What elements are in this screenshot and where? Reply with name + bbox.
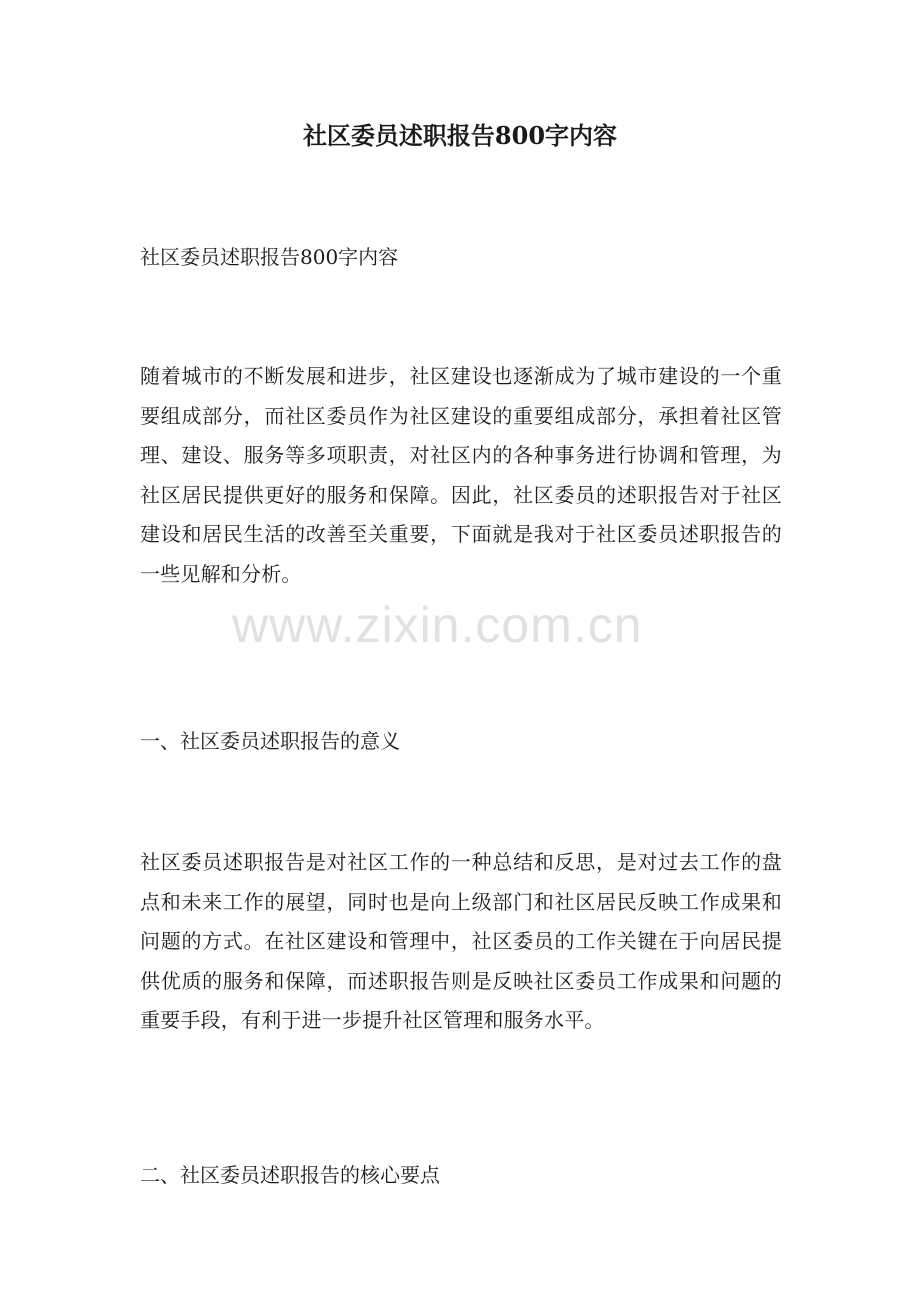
watermark: www.zixin.com.cn — [232, 597, 643, 653]
document-title: 社区委员述职报告800字内容 — [302, 121, 618, 150]
section-heading-significance: 一、社区委员述职报告的意义 — [140, 729, 400, 753]
significance-paragraph: 社区委员述职报告是对社区工作的一种总结和反思，是对过去工作的盘点和未来工作的展望，同时也是向上级部门和社区居民反映工作成果和问题的方式。在社区建设和管理中，社区委员的工作关键在于向居民提供优质的服务和保障，而述职报告则是反映社区委员工作成果和问题的重要手段，有利于进一步提升社区管理和服务水平。 — [140, 850, 782, 1032]
document-subtitle: 社区委员述职报告800字内容 — [140, 245, 399, 269]
intro-paragraph: 随着城市的不断发展和进步，社区建设也逐渐成为了城市建设的一个重要组成部分，而社区委员作为社区建设的重要组成部分，承担着社区管理、建设、服务等多项职责，对社区内的各种事务进行协调和管理，为社区居民提供更好的服务和保障。因此，社区委员的述职报告对于社区建设和居民生活的改善至关重要，下面就是我对于社区委员述职报告的一些见解和分析。 — [140, 364, 782, 586]
section-heading-key-points: 二、社区委员述职报告的核心要点 — [140, 1163, 440, 1187]
